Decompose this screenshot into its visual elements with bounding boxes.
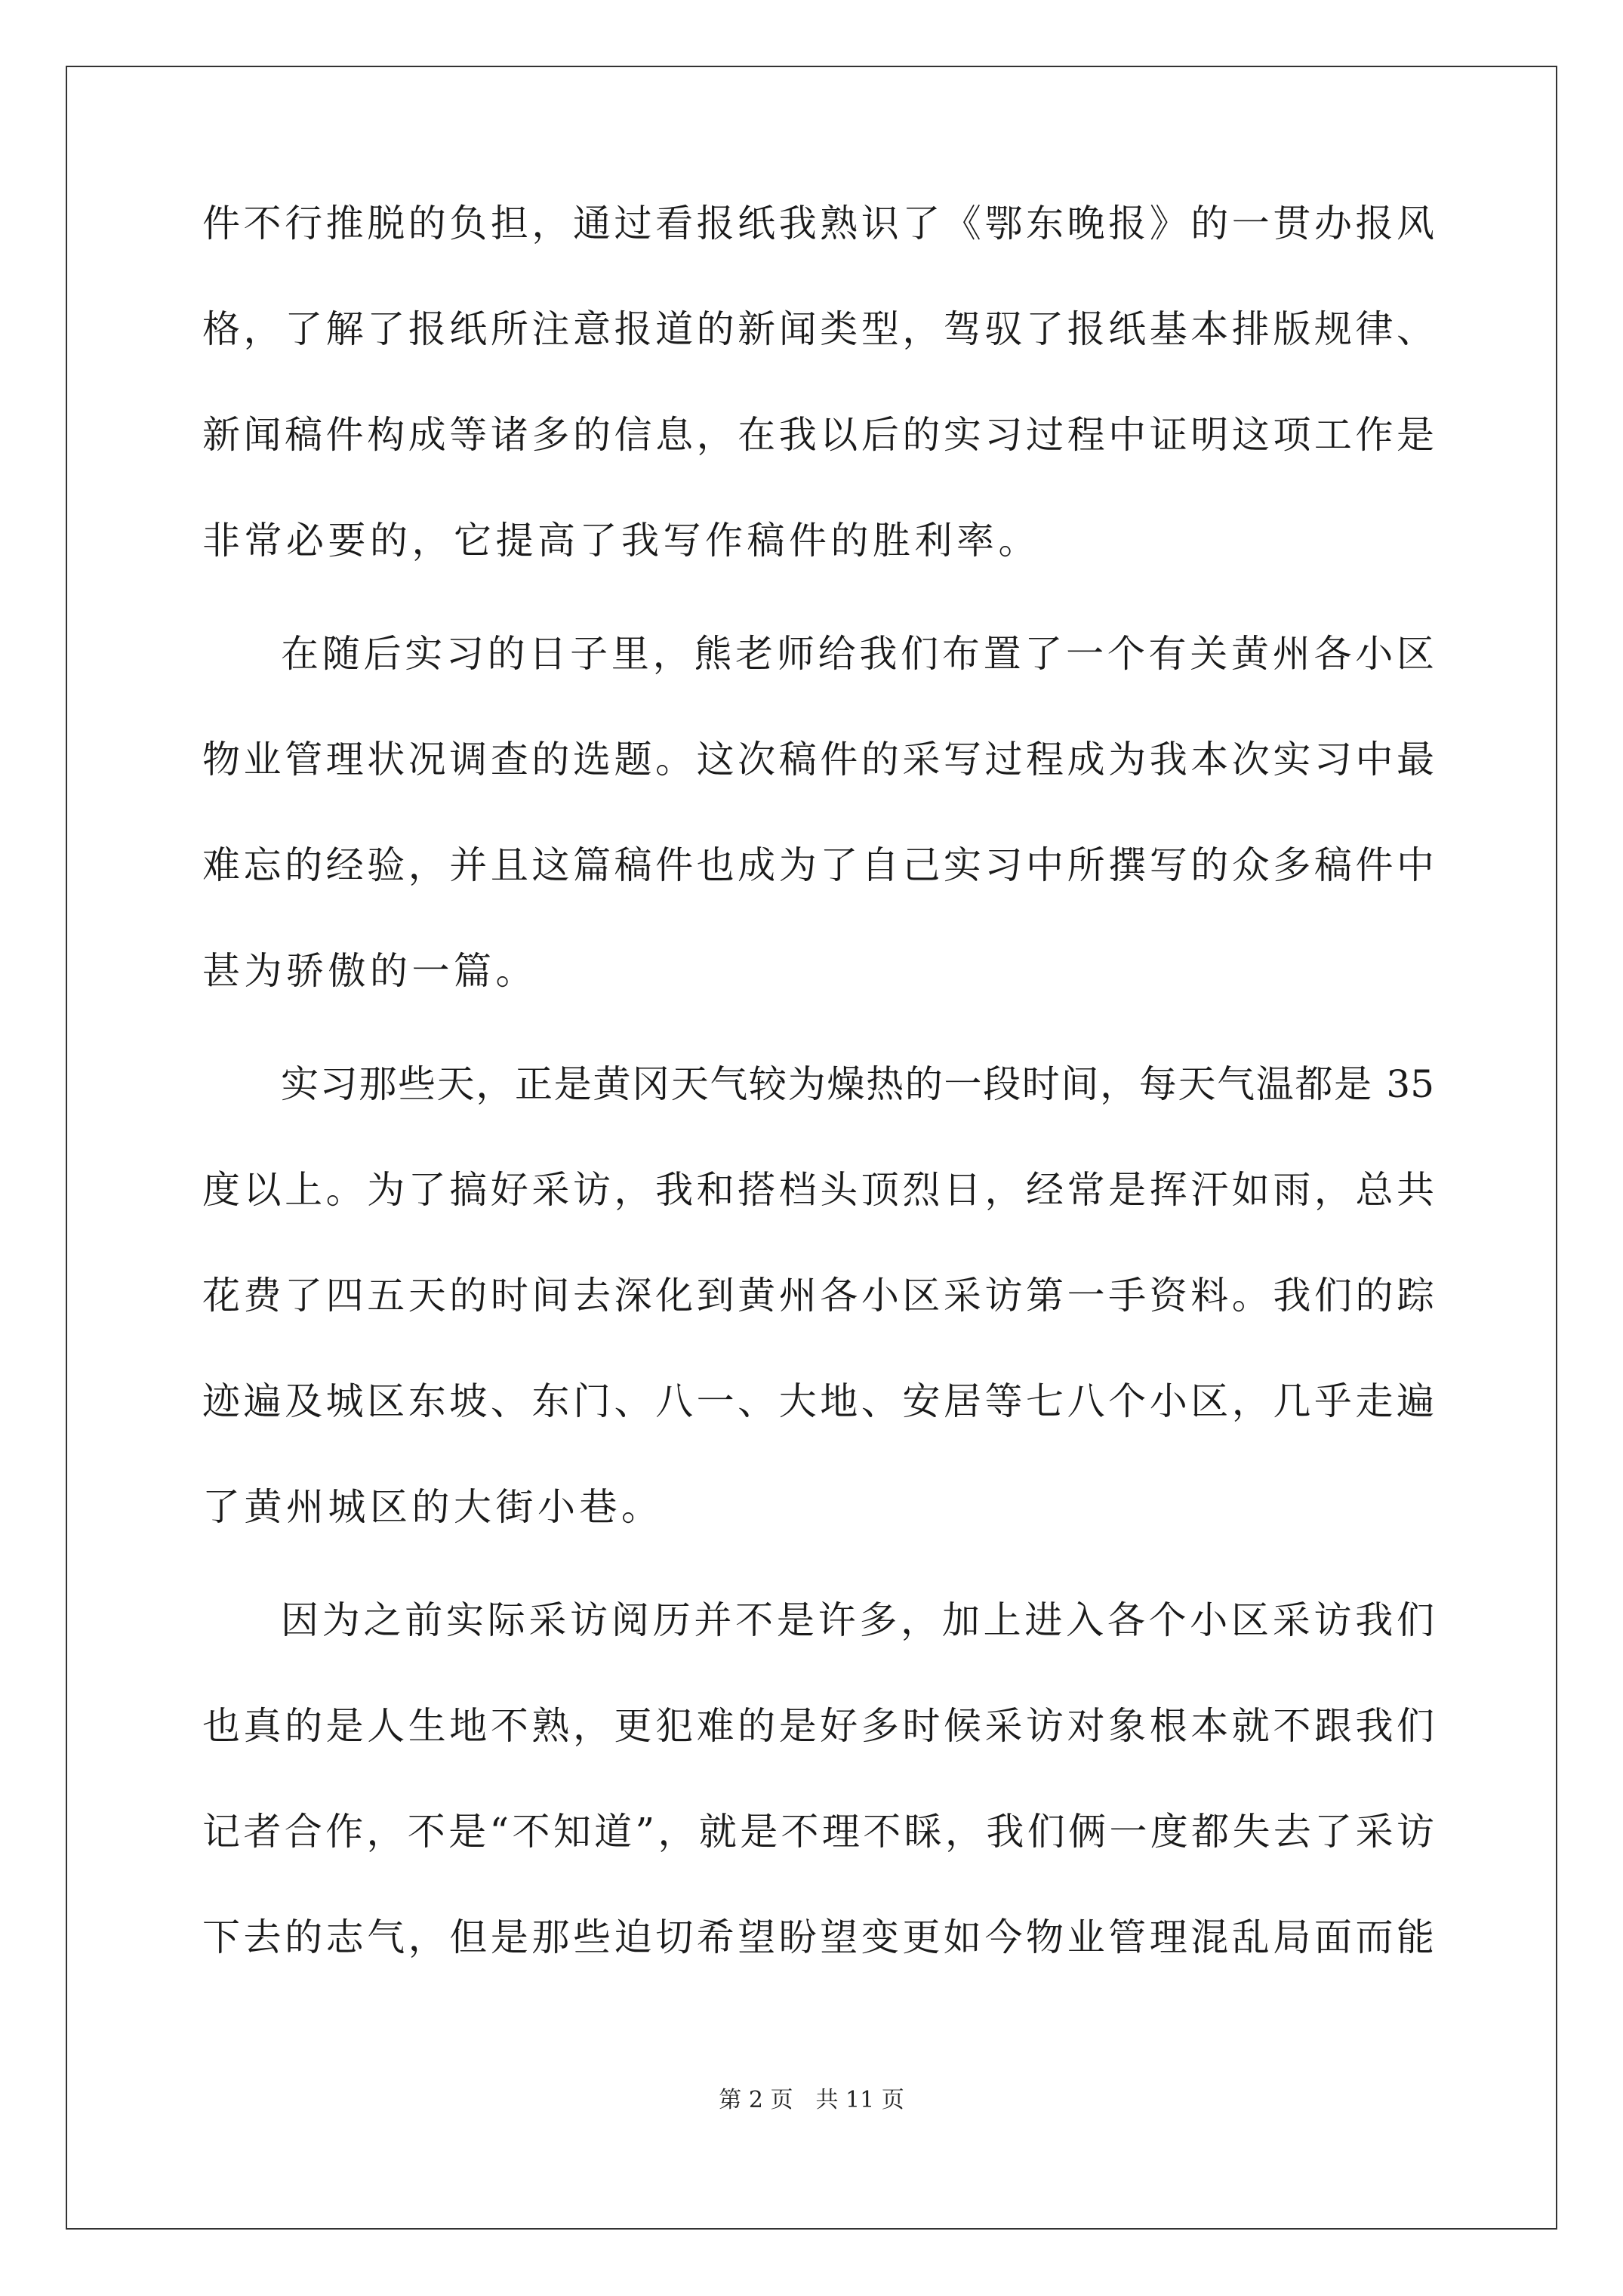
text-line: 也真的是人生地不熟，更犯难的是好多时候采访对象根本就不跟我们 (202, 1704, 1434, 1748)
text-line: 难忘的经验，并且这篇稿件也成为了自己实习中所撰写的众多稿件中 (202, 843, 1434, 887)
text-line: 实习那些天，正是黄冈天气较为燥热的一段时间，每天气温都是 35 (281, 1062, 1434, 1106)
text-line: 了黄州城区的大街小巷。 (202, 1485, 664, 1529)
text-line: 因为之前实际采访阅历并不是许多，加上进入各个小区采访我们 (281, 1598, 1434, 1642)
text-line: 下去的志气，但是那些迫切希望盼望变更如今物业管理混乱局面而能 (202, 1915, 1434, 1959)
text-line: 非常必要的，它提高了我写作稿件的胜利率。 (202, 519, 1040, 562)
text-line: 在随后实习的日子里，熊老师给我们布置了一个有关黄州各小区 (281, 632, 1434, 676)
text-line: 件不行推脱的负担，通过看报纸我熟识了《鄂东晚报》的一贯办报风 (202, 202, 1434, 245)
text-line: 物业管理状况调查的选题。这次稿件的采写过程成为我本次实习中最 (202, 738, 1434, 781)
text-line: 格，了解了报纸所注意报道的新闻类型，驾驭了报纸基本排版规律、 (202, 307, 1434, 351)
text-line: 花费了四五天的时间去深化到黄州各小区采访第一手资料。我们的踪 (202, 1274, 1434, 1318)
text-line: 甚为骄傲的一篇。 (202, 949, 537, 993)
page-border (66, 66, 1557, 2230)
page-number-footer: 第 2 页 共 11 页 (719, 2087, 904, 2113)
text-line: 新闻稿件构成等诸多的信息，在我以后的实习过程中证明这项工作是 (202, 413, 1434, 457)
text-line: 记者合作，不是“不知道”，就是不理不睬，我们俩一度都失去了采访 (202, 1810, 1434, 1854)
text-line: 度以上。为了搞好采访，我和搭档头顶烈日，经常是挥汗如雨，总共 (202, 1168, 1434, 1212)
text-line: 迹遍及城区东坡、东门、八一、大地、安居等七八个小区，几乎走遍 (202, 1379, 1434, 1423)
